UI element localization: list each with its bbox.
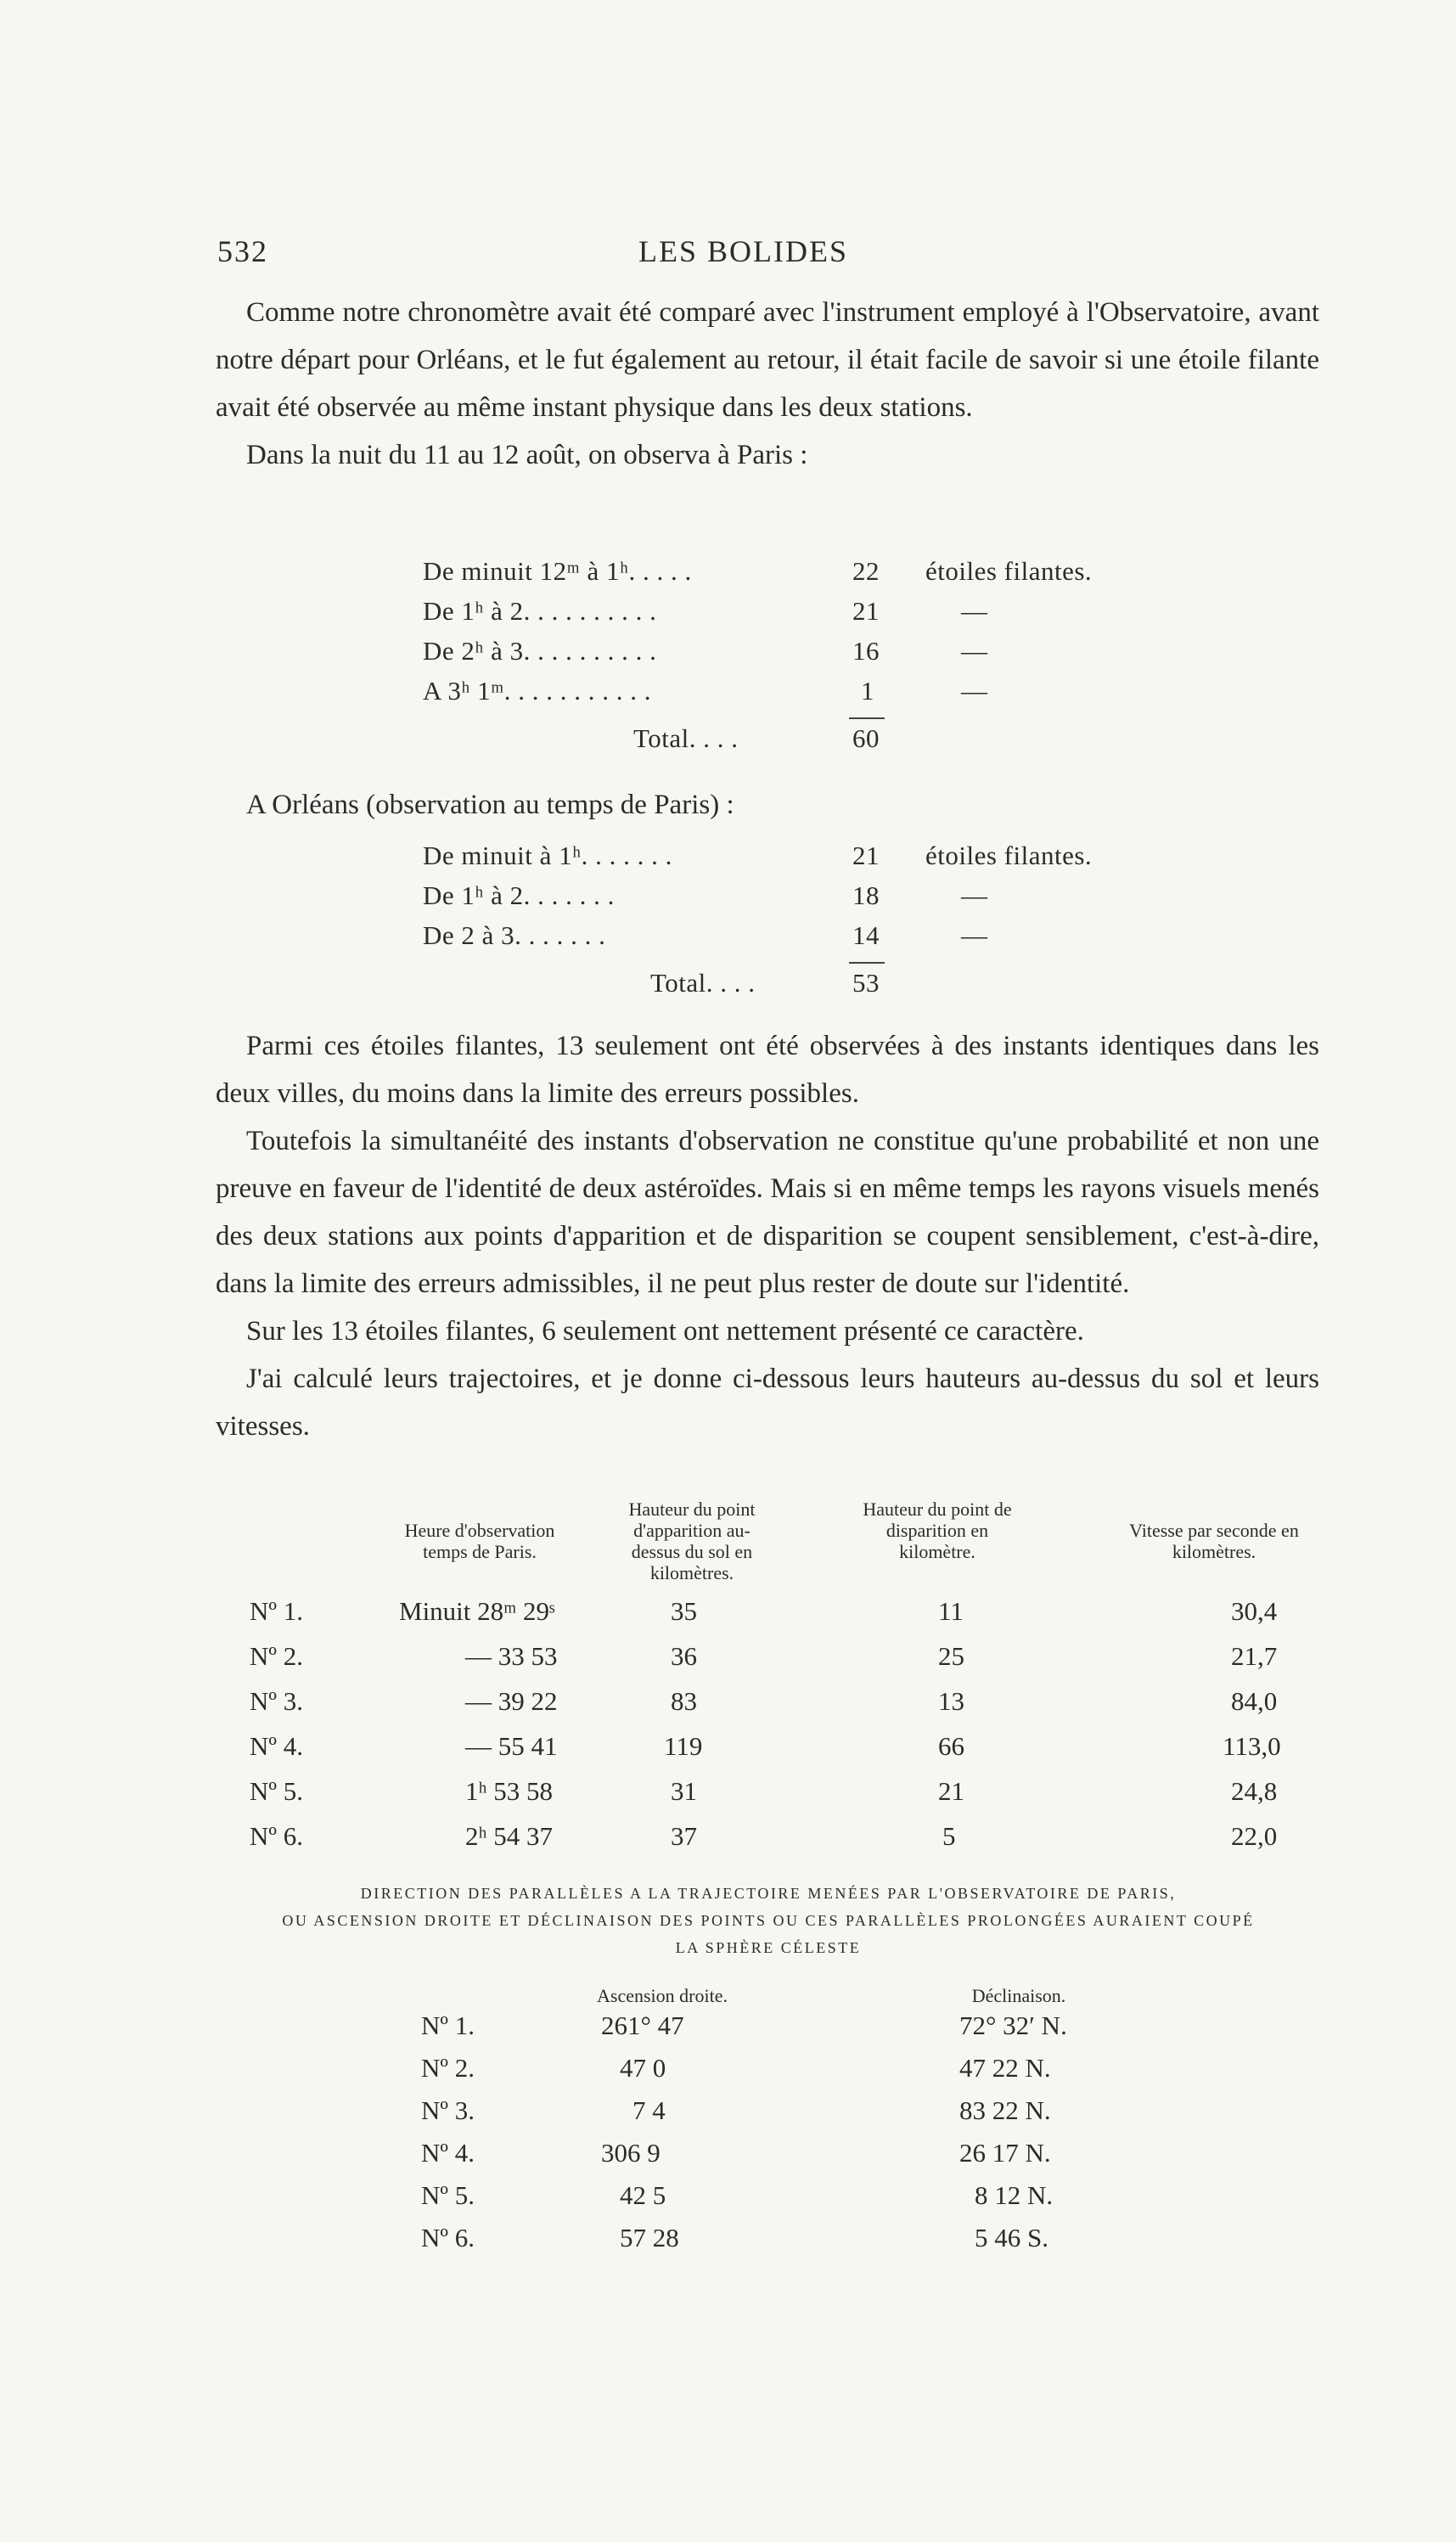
paragraph-identical-instants: Parmi ces étoiles filantes, 13 seulement ont été observées à des instants identiques dans les deux villes, du moins dans la limite des erreurs possibles. — [216, 1031, 1319, 1109]
table-row-period: De minuit 12ᵐ à 1ʰ. . . . . — [423, 556, 692, 586]
table-row-unit: étoiles filantes. — [925, 556, 1093, 586]
paragraph-trajectories: J'ai calculé leurs trajectoires, et je donne ci-dessous leurs hauteurs au-dessus du sol et leurs vitesses. — [216, 1364, 1319, 1442]
row-appearance: 36 — [671, 1641, 697, 1671]
table-row-period: De 2 à 3. . . . . . . — [423, 920, 606, 950]
table-row-unit: — — [961, 596, 988, 626]
row-speed: 21,7 — [1231, 1641, 1278, 1671]
row-disappearance: 66 — [938, 1731, 964, 1761]
table-row-period: De minuit à 1ʰ. . . . . . . — [423, 841, 672, 870]
row-ra: 57 28 — [620, 2223, 679, 2252]
total-value: 53 — [852, 968, 880, 998]
table-row-period: A 3ʰ 1ᵐ. . . . . . . . . . . — [423, 676, 652, 706]
text-block-main — [216, 1022, 1319, 1450]
row-number: Nº 6. — [250, 1821, 303, 1851]
row-dec: 47 22 N. — [959, 2053, 1051, 2083]
row-dec: 83 22 N. — [959, 2095, 1051, 2125]
row-speed: 24,8 — [1231, 1776, 1278, 1806]
row-time: — 55 41 — [465, 1731, 558, 1761]
row-ra: 7 4 — [632, 2095, 666, 2125]
row-number: Nº 4. — [421, 2138, 475, 2168]
text-block-orleans-intro — [216, 781, 1319, 829]
table-row-count: 21 — [852, 841, 880, 870]
table-row-unit: — — [961, 636, 988, 666]
row-disappearance: 13 — [938, 1686, 964, 1716]
column-header-disappearance: Hauteur du point de disparition en kilomètre. — [863, 1499, 1012, 1562]
row-number: Nº 5. — [250, 1776, 303, 1806]
row-number: Nº 5. — [421, 2180, 475, 2210]
table-row-unit: — — [961, 880, 988, 910]
row-number: Nº 3. — [421, 2095, 475, 2125]
row-ra: 42 5 — [620, 2180, 666, 2210]
row-speed: 84,0 — [1231, 1686, 1278, 1716]
row-number: Nº 6. — [421, 2223, 475, 2252]
total-rule — [849, 717, 885, 719]
row-dec: 72° 32′ N. — [959, 2011, 1067, 2040]
row-time: 1ʰ 53 58 — [465, 1776, 553, 1806]
table-row-count: 1 — [861, 676, 874, 706]
total-rule — [849, 962, 885, 964]
row-ra: 306 9 — [601, 2138, 661, 2168]
running-title: LES BOLIDES — [638, 234, 848, 268]
row-speed: 22,0 — [1231, 1821, 1278, 1851]
total-label: Total. . . . — [633, 723, 739, 753]
row-appearance: 119 — [664, 1731, 703, 1761]
table-row-unit: étoiles filantes. — [925, 841, 1093, 870]
text-block-intro — [216, 289, 1319, 479]
total-label: Total. . . . — [650, 968, 756, 998]
table-row-unit: — — [961, 676, 988, 706]
row-number: Nº 1. — [250, 1596, 303, 1626]
paragraph-orleans-intro: A Orléans (observation au temps de Paris) : — [246, 790, 734, 820]
row-ra: 47 0 — [620, 2053, 666, 2083]
direction-caption-line1: DIRECTION DES PARALLÈLES A LA TRAJECTOIRE MENÉES PAR L'OBSERVATOIRE DE PARIS, — [360, 1885, 1177, 1902]
table-row-unit: — — [961, 920, 988, 950]
row-disappearance: 11 — [938, 1596, 964, 1626]
row-appearance: 83 — [671, 1686, 697, 1716]
paragraph-chronometer: Comme notre chronomètre avait été comparé avec l'instrument employé à l'Observatoire, avant notre départ pour Orléans, et le fut également au retour, il était facile de savoir si une étoile filante avait été observée au même instant physique dans les deux stations. — [216, 297, 1319, 423]
column-header-appearance: Hauteur du point d'apparition au-dessus du sol en kilomètres. — [628, 1499, 756, 1583]
paragraph-simultaneity: Toutefois la simultanéité des instants d'observation ne constitue qu'une probabilité et non une preuve en faveur de l'identité de deux astéroïdes. Mais si en même temps les rayons visuels menés des deux stations aux points d'apparition et de disparition se coupent sensiblement, c'est-à-dire, dans la limite des erreurs admissibles, il ne peut plus rester de doute sur l'identité. — [216, 1126, 1319, 1299]
paragraph-six-stars: Sur les 13 étoiles filantes, 6 seulement ont nettement présenté ce caractère. — [246, 1316, 1084, 1347]
table-row-count: 14 — [852, 920, 880, 950]
direction-caption-line3: LA SPHÈRE CÉLESTE — [675, 1939, 862, 1956]
table-row-period: De 1ʰ à 2. . . . . . . — [423, 880, 615, 910]
row-dec: 26 17 N. — [959, 2138, 1051, 2168]
table-row-period: De 2ʰ à 3. . . . . . . . . . — [423, 636, 657, 666]
row-dec: 8 12 N. — [975, 2180, 1054, 2210]
column-header-dec: Déclinaison. — [971, 1985, 1066, 2006]
row-time: 2ʰ 54 37 — [465, 1821, 553, 1851]
table-row-count: 16 — [852, 636, 880, 666]
table-row-count: 21 — [852, 596, 880, 626]
row-appearance: 35 — [671, 1596, 697, 1626]
total-value: 60 — [852, 723, 880, 753]
row-speed: 113,0 — [1223, 1731, 1281, 1761]
row-disappearance: 5 — [942, 1821, 956, 1851]
row-time: — 39 22 — [465, 1686, 558, 1716]
table-row-period: De 1ʰ à 2. . . . . . . . . . — [423, 596, 657, 626]
row-number: Nº 3. — [250, 1686, 303, 1716]
row-disappearance: 21 — [938, 1776, 964, 1806]
row-number: Nº 2. — [421, 2053, 475, 2083]
column-header-ra: Ascension droite. — [597, 1985, 728, 2006]
row-number: Nº 4. — [250, 1731, 303, 1761]
row-ra: 261° 47 — [601, 2011, 684, 2040]
column-header-time: Heure d'observation temps de Paris. — [404, 1520, 555, 1562]
row-speed: 30,4 — [1231, 1596, 1278, 1626]
table-row-count: 18 — [852, 880, 880, 910]
table-row-count: 22 — [852, 556, 880, 586]
row-number: Nº 1. — [421, 2011, 475, 2040]
paragraph-paris-intro: Dans la nuit du 11 au 12 août, on observa à Paris : — [246, 440, 808, 470]
row-appearance: 37 — [671, 1821, 697, 1851]
column-header-speed: Vitesse par seconde en kilomètres. — [1129, 1520, 1299, 1562]
row-time: — 33 53 — [465, 1641, 558, 1671]
row-number: Nº 2. — [250, 1641, 303, 1671]
row-time: Minuit 28ᵐ 29ˢ — [399, 1596, 555, 1626]
row-appearance: 31 — [671, 1776, 697, 1806]
row-dec: 5 46 S. — [975, 2223, 1048, 2252]
direction-caption-line2: OU ASCENSION DROITE ET DÉCLINAISON DES POINTS OU CES PARALLÈLES PROLONGÉES AURAIENT COUPÉ — [282, 1912, 1255, 1929]
row-disappearance: 25 — [938, 1641, 964, 1671]
page-number: 532 — [217, 234, 268, 268]
